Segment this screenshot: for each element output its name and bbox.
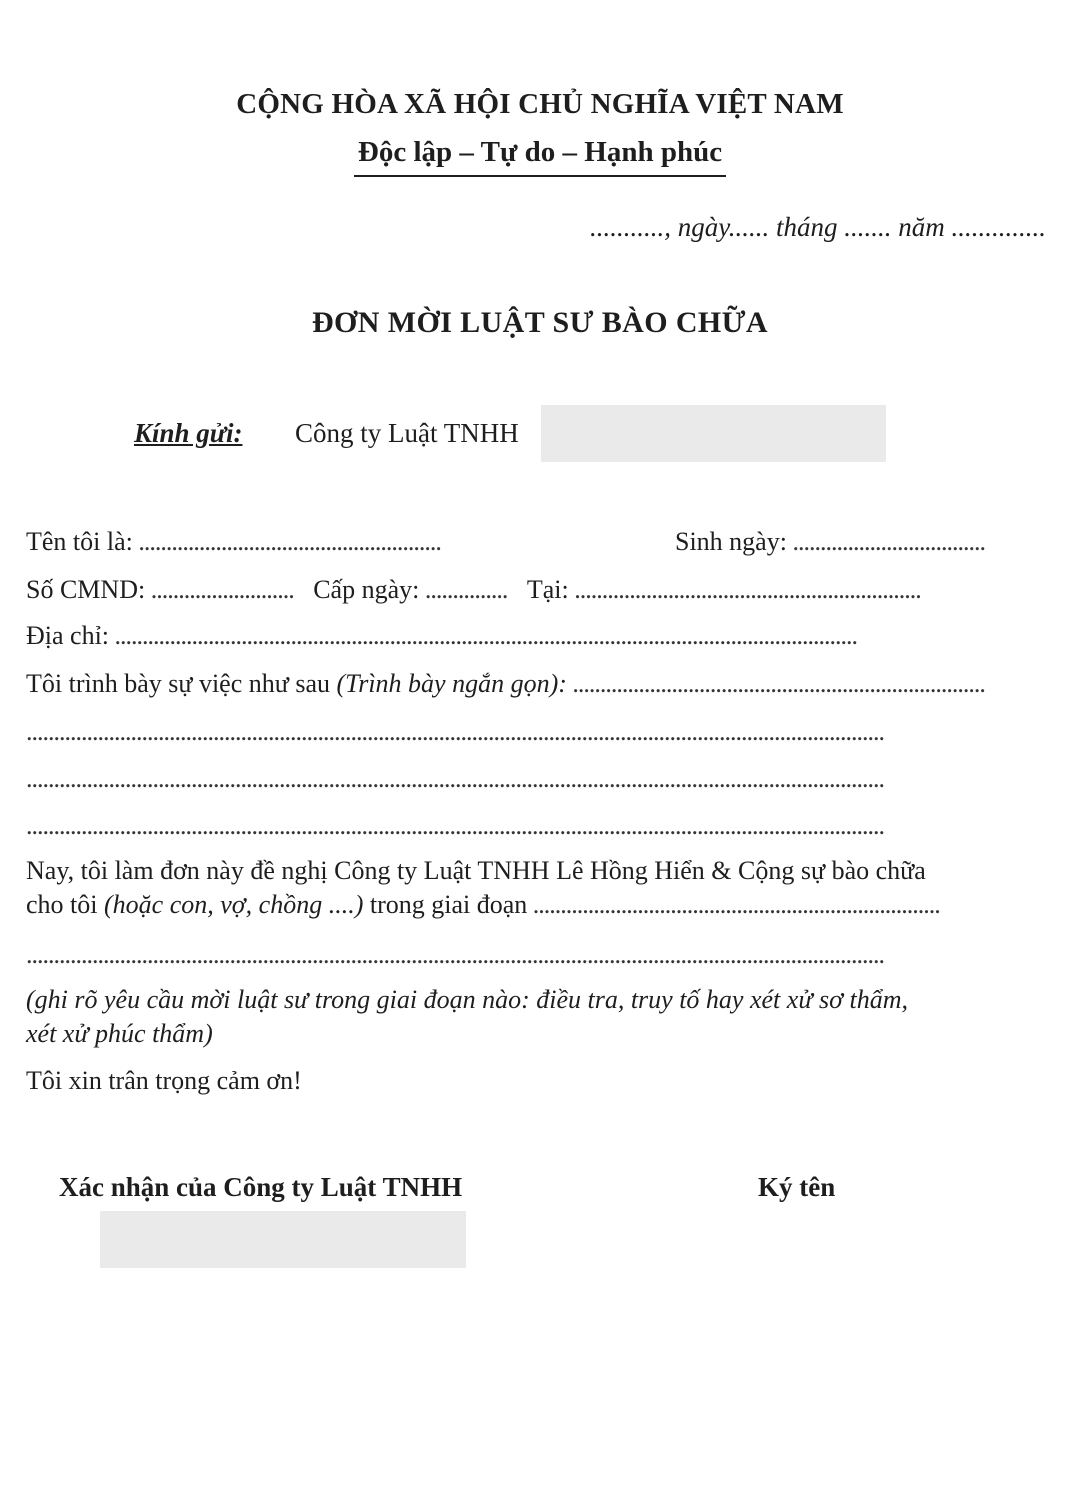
issue-date-field[interactable]: ............... [419, 575, 508, 604]
document-title: ĐƠN MỜI LUẬT SƯ BÀO CHỮA [311, 306, 768, 339]
recipient-company: Công ty Luật TNHH [295, 418, 519, 448]
request-line-1: Nay, tôi làm đơn này đề nghị Công ty Luật TNHH Lê Hồng Hiển & Cộng sự bào chữa [26, 856, 926, 885]
motto-wrapper [0, 136, 1080, 177]
address-field[interactable]: ....................................................................................................................................... [109, 621, 858, 650]
stage-field[interactable]: .......................................................................... [527, 890, 940, 919]
blank-line[interactable]: ............................................................................................................................................................ [26, 811, 884, 840]
blank-line[interactable]: ............................................................................................................................................................ [26, 764, 884, 793]
id-row [26, 575, 921, 605]
redacted-confirmation [100, 1211, 466, 1268]
birth-label: Sinh ngày: [675, 527, 787, 556]
presentation-hint: (Trình bày ngắn gọn): [336, 669, 567, 698]
blank-line[interactable]: ............................................................................................................................................................ [26, 717, 884, 746]
id-number-field[interactable]: .......................... [145, 575, 294, 604]
request-line-2 [26, 890, 940, 920]
note-line-1: (ghi rõ yêu cầu mời luật sư trong giai đoạn nào: điều tra, truy tố hay xét xử sơ thẩm, [26, 985, 908, 1014]
confirmation-label: Xác nhận của Công ty Luật TNHH [59, 1172, 463, 1202]
signature-label: Ký tên [758, 1172, 836, 1202]
address-row [26, 621, 857, 651]
id-label: Số CMND: [26, 575, 146, 604]
address-label: Địa chỉ: [26, 621, 110, 650]
request-line-2-start: cho tôi [26, 890, 104, 919]
recipient-label: Kính gửi: [134, 418, 243, 448]
thanks-text: Tôi xin trân trọng cảm ơn! [26, 1066, 302, 1095]
issue-place-field[interactable]: ............................................................... [568, 575, 921, 604]
redacted-company-name [541, 405, 886, 462]
presentation-label: Tôi trình bày sự việc như sau [26, 669, 331, 698]
date-line: ..........., ngày...... tháng ....... năm .............. [590, 212, 1046, 242]
name-label: Tên tôi là: [26, 527, 133, 556]
name-row [26, 527, 441, 557]
name-field[interactable]: ....................................................... [132, 527, 441, 556]
note-line-2: xét xử phúc thẩm) [26, 1019, 213, 1048]
national-title: CỘNG HÒA XÃ HỘI CHỦ NGHĨA VIỆT NAM [236, 88, 844, 120]
motto: Độc lập – Tự do – Hạnh phúc [354, 136, 726, 177]
issue-place-label: Tại: [526, 575, 569, 604]
presentation-row [26, 669, 985, 699]
issue-date-label: Cấp ngày: [313, 575, 420, 604]
request-line-2-end: trong giai đoạn [363, 890, 528, 919]
presentation-field[interactable]: ........................................................................... [566, 669, 985, 698]
blank-line[interactable]: ............................................................................................................................................................ [26, 940, 884, 969]
birth-date-field[interactable]: ................................... [786, 527, 985, 556]
request-hint: (hoặc con, vợ, chồng ....) [104, 890, 364, 919]
birth-row [675, 527, 985, 557]
